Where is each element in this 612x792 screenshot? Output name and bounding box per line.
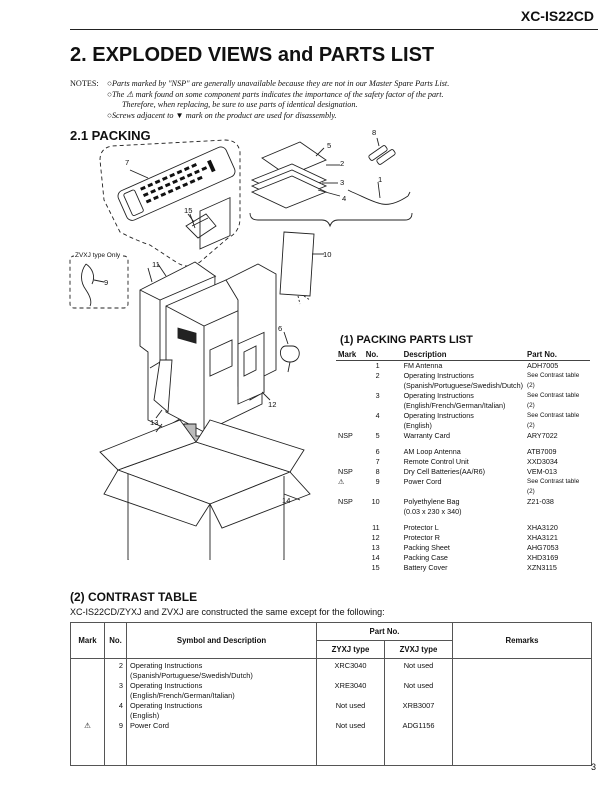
- parts-row-desc-text: Dry Cell Batteries(AA/R6): [403, 467, 486, 476]
- parts-row-desc-text: AM Loop Antenna: [403, 447, 461, 456]
- parts-row-desc-sub: (Spanish/Portuguese/Swedish/Dutch): [403, 381, 524, 390]
- callout-12: 12: [268, 400, 277, 409]
- contrast-intro: XC-IS22CD/ZYXJ and ZVXJ are constructed the same except for the following:: [70, 607, 385, 617]
- parts-row-desc: [386, 467, 525, 477]
- parts-row-desc: [386, 563, 525, 573]
- parts-row-mark: [336, 457, 364, 467]
- parts-row-mark: [336, 361, 364, 372]
- parts-row-part: ADH7005: [527, 361, 559, 370]
- ct-col-no: No.: [105, 623, 127, 659]
- ct-col-zyxj: ZYXJ type: [317, 641, 385, 659]
- parts-row-desc: [386, 457, 525, 467]
- parts-row: [336, 497, 590, 517]
- ct-entry-desc: [130, 661, 313, 681]
- ct-entry-zyxj: [320, 681, 381, 701]
- parts-row-desc: [386, 533, 525, 543]
- parts-row-mark: [336, 563, 364, 573]
- parts-row-no: 13: [371, 543, 380, 552]
- ct-mark-cell: [71, 659, 105, 766]
- parts-row-no: 15: [371, 563, 380, 572]
- ct-entry-no-text: 9: [118, 721, 123, 730]
- parts-row-no: 9: [375, 477, 380, 486]
- parts-row: [336, 391, 590, 411]
- parts-row-mark: [336, 447, 364, 457]
- callout-5: 5: [327, 141, 332, 150]
- parts-row-part: XHD3169: [527, 553, 559, 562]
- ct-entry-desc: [130, 681, 313, 701]
- parts-row-desc-text: Polyethylene Bag: [403, 497, 460, 506]
- parts-row-desc: [386, 411, 525, 431]
- col-no: No.: [364, 350, 386, 361]
- parts-row-desc: [386, 391, 525, 411]
- callout-8: 8: [372, 128, 377, 137]
- ct-entry-zvxj-text: XRB3007: [402, 701, 435, 710]
- ct-entry-no-text: 3: [118, 681, 123, 690]
- ct-entry-mark-text: ⚠: [84, 721, 91, 730]
- parts-row: [336, 533, 590, 543]
- parts-row-desc-text: Battery Cover: [403, 563, 448, 572]
- callout-4: 4: [342, 194, 347, 203]
- callout-11: 11: [152, 260, 160, 269]
- ct-entry-zvxj-text: Not used: [403, 681, 434, 690]
- parts-row-no: 12: [371, 533, 380, 542]
- parts-row-no: 10: [371, 497, 380, 506]
- parts-row-part: See Contrast table (2): [527, 392, 580, 409]
- parts-row-mark: NSP: [338, 431, 353, 440]
- parts-row-desc-text: Protector L: [403, 523, 439, 532]
- parts-row-no: 1: [375, 361, 380, 370]
- ct-entry-no: [108, 681, 123, 701]
- page-title: 2. EXPLODED VIEWS and PARTS LIST: [70, 44, 435, 66]
- parts-row-desc: [386, 371, 525, 391]
- ct-entry-zyxj: [320, 721, 381, 741]
- ct-entry-desc-text: Operating Instructions: [130, 681, 203, 690]
- ct-zvxj-cell: [385, 659, 453, 766]
- ct-entry-zyxj-text: XRC3040: [334, 661, 367, 670]
- ct-entry-zvxj: [388, 681, 449, 701]
- parts-row-part: XZN3115: [527, 563, 557, 572]
- parts-row-desc-text: Warranty Card: [403, 431, 451, 440]
- notes-label: NOTES:: [70, 79, 99, 88]
- callout-3: 3: [340, 178, 345, 187]
- note-line-3: Therefore, when replacing, be sure to use parts of identical designation.: [122, 100, 358, 110]
- ct-entry-zvxj: [388, 721, 449, 741]
- ct-entry-desc-text: Operating Instructions: [130, 701, 203, 710]
- ct-entry-no-text: 4: [118, 701, 123, 710]
- parts-row-part: ARY7022: [527, 431, 558, 440]
- parts-row-desc-text: Remote Control Unit: [403, 457, 469, 466]
- ct-entry-zvxj: [388, 701, 449, 721]
- ct-entry-desc: [130, 701, 313, 721]
- parts-row-desc-text: Operating Instructions: [403, 411, 474, 420]
- callout-9: 9: [104, 278, 109, 287]
- ct-col-part-no: Part No.: [317, 623, 453, 641]
- parts-row-mark: [336, 543, 364, 553]
- ct-zyxj-cell: [317, 659, 385, 766]
- parts-row-mark: [336, 391, 364, 411]
- parts-row-desc: [386, 523, 525, 533]
- zvxj-only-label: ZVXJ type Only: [75, 252, 121, 259]
- col-mark: Mark: [336, 350, 364, 361]
- parts-row-desc-text: Packing Case: [403, 553, 448, 562]
- parts-row-mark: [336, 553, 364, 563]
- parts-row-desc-text: Operating Instructions: [403, 371, 474, 380]
- parts-row-desc-text: Protector R: [403, 533, 440, 542]
- parts-row-mark: [336, 411, 364, 431]
- ct-entry-zvxj-text: ADG1156: [402, 721, 435, 730]
- ct-desc-cell: [127, 659, 317, 766]
- dry-cell-batteries: [368, 145, 396, 165]
- callout-1: 1: [378, 175, 383, 184]
- fm-antenna: [352, 192, 408, 204]
- callout-2: 2: [340, 159, 345, 168]
- am-loop-antenna: [280, 346, 299, 372]
- ct-entry-desc-text: Operating Instructions: [130, 661, 203, 670]
- parts-row-part: XHA3121: [527, 533, 558, 542]
- parts-row: [336, 543, 590, 553]
- ct-no-cell: [105, 659, 127, 766]
- parts-row-no: 3: [375, 391, 380, 400]
- ct-entry-no: [108, 661, 123, 681]
- parts-row-mark: [336, 371, 364, 391]
- col-part-no: Part No.: [525, 350, 590, 361]
- ct-entry-no: [108, 721, 123, 741]
- parts-row-part: AHG7053: [527, 543, 559, 552]
- ct-remarks-cell: [453, 659, 592, 766]
- callout-15: 15: [184, 206, 193, 215]
- parts-row-no: 11: [372, 523, 380, 532]
- model-number: XC-IS22CD: [520, 8, 594, 24]
- ct-entry-desc-sub: (English): [130, 711, 160, 721]
- ct-entry-zvxj-text: Not used: [403, 661, 434, 670]
- callout-14: 14: [282, 496, 291, 505]
- parts-row-mark: ⚠: [338, 477, 345, 486]
- parts-row-no: 7: [375, 457, 380, 466]
- parts-row-desc-sub: (English): [403, 421, 432, 430]
- packing-heading: 2.1 PACKING: [70, 128, 151, 143]
- page-number: 3: [590, 762, 596, 772]
- parts-row-mark: [336, 523, 364, 533]
- parts-row-part: ATB7009: [527, 447, 557, 456]
- ct-entry-zyxj: [320, 701, 381, 721]
- ct-entry-zyxj-text: Not used: [335, 701, 366, 710]
- ct-entry-mark: [74, 721, 101, 741]
- parts-row-desc-text: Operating Instructions: [403, 391, 474, 400]
- items-brace: [250, 213, 412, 226]
- parts-row: [336, 477, 590, 497]
- ct-entry-no: [108, 701, 123, 721]
- parts-row: [336, 371, 590, 391]
- packing-case: [100, 420, 310, 560]
- parts-row: [336, 411, 590, 431]
- parts-row-part: See Contrast table (2): [527, 478, 580, 495]
- contrast-body-row: [71, 659, 592, 766]
- contrast-heading: (2) CONTRAST TABLE: [70, 590, 198, 604]
- ct-entry-zyxj-text: Not used: [335, 721, 366, 730]
- parts-row: [336, 467, 590, 477]
- ct-entry-no-text: 2: [118, 661, 123, 670]
- ct-entry-desc-sub: (Spanish/Portuguese/Swedish/Dutch): [130, 671, 253, 681]
- parts-row-desc: [386, 477, 525, 497]
- parts-row-desc: [386, 361, 525, 372]
- parts-row-part: XHA3120: [527, 523, 558, 532]
- parts-row-desc-sub: (0.03 x 230 x 340): [403, 507, 462, 516]
- ct-entry-desc: [130, 721, 313, 741]
- parts-row-desc-text: FM Antenna: [403, 361, 443, 370]
- power-cord-group: [70, 256, 128, 308]
- callout-7: 7: [125, 158, 130, 167]
- ct-entry-mark: [74, 701, 101, 721]
- ct-col-mark: Mark: [71, 623, 105, 659]
- ct-entry-desc-text: Power Cord: [130, 721, 170, 730]
- note-line-2: ○The ⚠ mark found on some component parts indicates the importance of the safety factor of the part.: [107, 89, 444, 99]
- ct-col-remarks: Remarks: [453, 623, 592, 659]
- parts-row-part: See Contrast table (2): [527, 372, 580, 389]
- parts-row-desc-text: Power Cord: [403, 477, 442, 486]
- parts-row-desc: [386, 553, 525, 563]
- parts-row-desc-text: Packing Sheet: [403, 543, 450, 552]
- ct-entry-zyxj-text: XRE3040: [334, 681, 367, 690]
- col-description: Description: [386, 350, 525, 361]
- parts-row-part: XXD3034: [527, 457, 558, 466]
- callout-10: 10: [323, 250, 332, 259]
- parts-row-no: 6: [375, 447, 380, 456]
- parts-row: [336, 563, 590, 573]
- parts-row-desc: [386, 431, 525, 441]
- parts-row: [336, 457, 590, 467]
- parts-row-part: Z21-038: [527, 497, 554, 506]
- parts-row-no: 2: [375, 371, 380, 380]
- ct-entry-zyxj: [320, 661, 381, 681]
- parts-row-desc: [386, 447, 525, 457]
- parts-row: [336, 447, 590, 457]
- parts-row-no: 8: [375, 467, 380, 476]
- ct-entry-zvxj: [388, 661, 449, 681]
- parts-row-no: 5: [375, 431, 380, 440]
- parts-row-no: 4: [375, 411, 380, 420]
- ct-entry-desc-sub: (English/French/German/Italian): [130, 691, 235, 701]
- parts-table-header: [336, 350, 590, 361]
- parts-row: [336, 553, 590, 563]
- parts-row-mark: NSP: [338, 497, 353, 506]
- parts-row: [336, 523, 590, 533]
- ct-col-symbol: Symbol and Description: [127, 623, 317, 659]
- ct-entry-mark: [74, 681, 101, 701]
- parts-row-part: VEM-013: [527, 467, 558, 476]
- parts-table-body: [336, 361, 590, 574]
- ct-col-zvxj: ZVXJ type: [385, 641, 453, 659]
- parts-list-heading: (1) PACKING PARTS LIST: [340, 334, 473, 346]
- parts-row: [336, 361, 590, 372]
- callout-13: 13: [150, 418, 159, 427]
- contrast-header-row-1: [71, 623, 592, 641]
- parts-row-desc-sub: (English/French/German/Italian): [403, 401, 506, 410]
- parts-row-desc: [386, 543, 525, 553]
- note-line-4: ○Screws adjacent to ▼ mark on the product are used for disassembly.: [107, 110, 337, 120]
- parts-row-desc: [386, 497, 525, 517]
- parts-row: [336, 431, 590, 441]
- parts-row-mark: NSP: [338, 467, 353, 476]
- packing-parts-table: [336, 350, 590, 573]
- parts-row-part: See Contrast table (2): [527, 412, 580, 429]
- callout-6: 6: [278, 324, 283, 333]
- parts-row-mark: [336, 533, 364, 543]
- ct-entry-mark: [74, 661, 101, 681]
- contrast-table: [70, 622, 592, 766]
- note-line-1: NOTES: ○Parts marked by "NSP" are generally unavailable because they are not in our Master Spare Parts List.: [70, 79, 450, 88]
- remote-control-unit: [116, 145, 237, 222]
- polyethylene-bag: [280, 232, 314, 296]
- parts-row-no: 14: [371, 553, 380, 562]
